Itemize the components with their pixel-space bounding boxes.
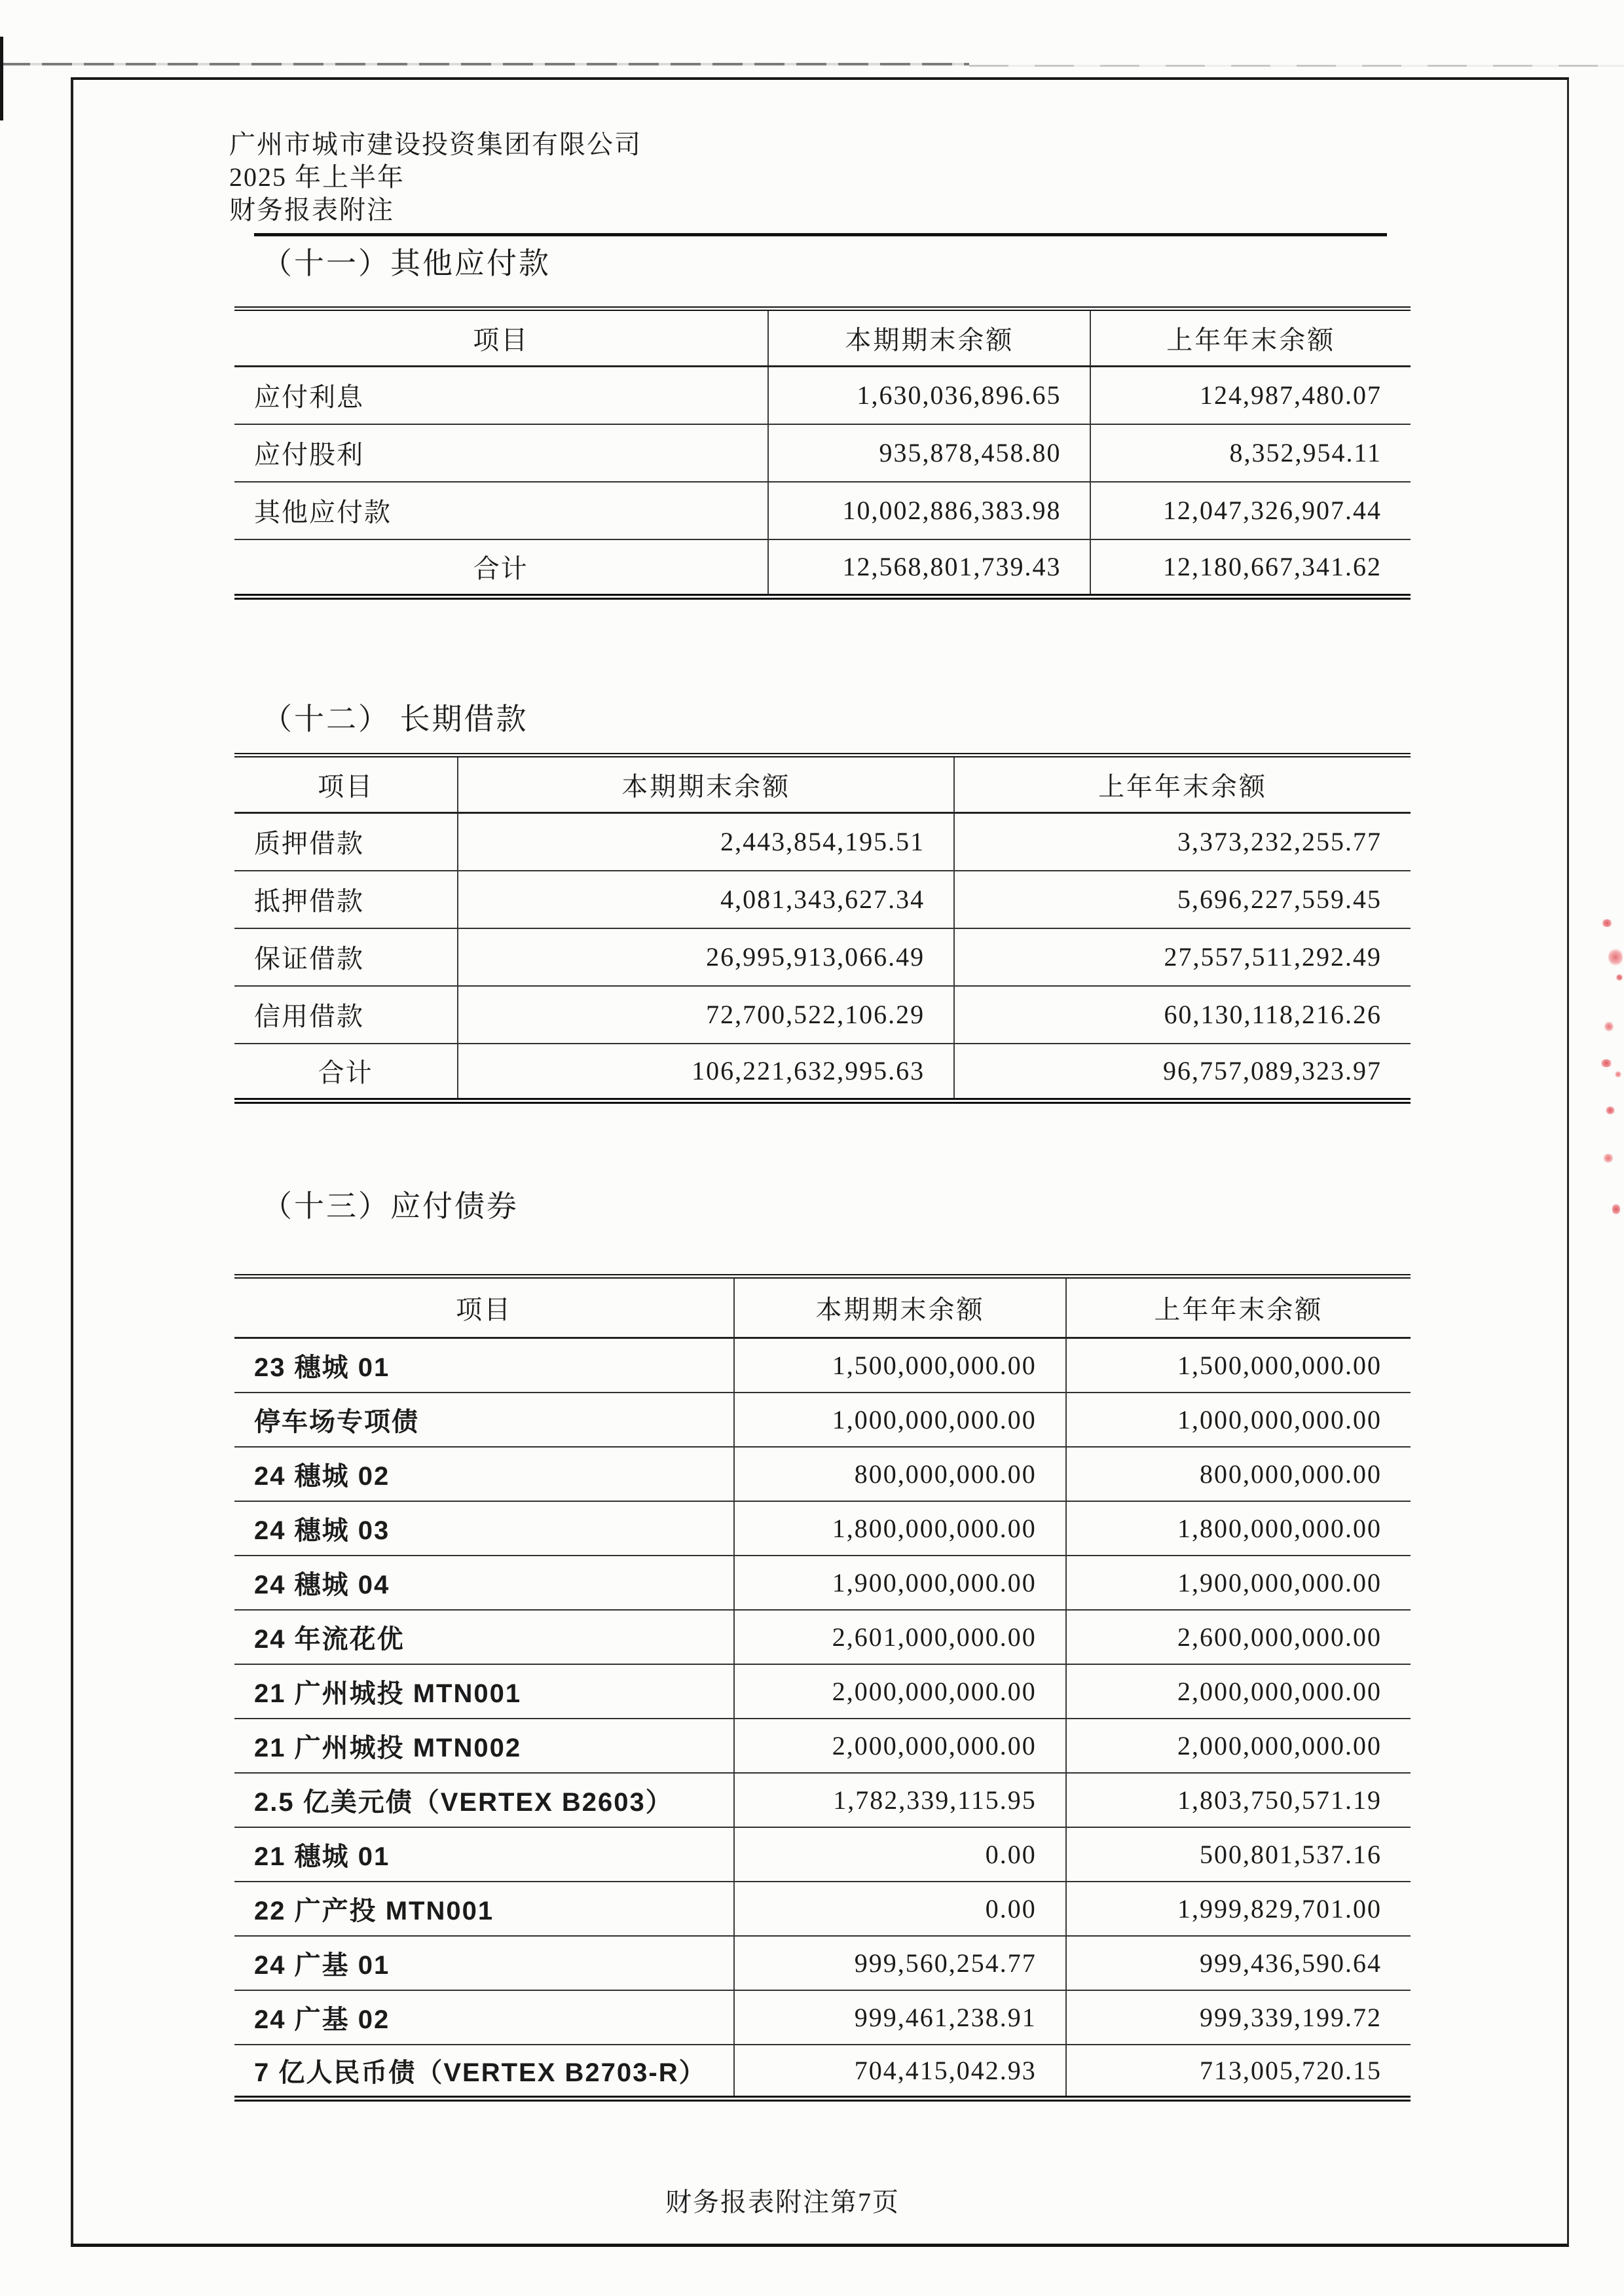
table-row xyxy=(234,1936,1411,1990)
column-header-item: 项目 xyxy=(234,756,458,813)
row-prior-value: 1,999,829,701.00 xyxy=(1066,1882,1411,1936)
section-title-other-payables: （十一）其他应付款 xyxy=(262,247,551,280)
column-header-prior-balance: 上年年末余额 xyxy=(1066,1277,1411,1338)
row-current-value: 1,500,000,000.00 xyxy=(734,1338,1065,1393)
column-header-prior-balance: 上年年末余额 xyxy=(954,756,1411,813)
table-row xyxy=(234,813,1411,871)
table-row xyxy=(234,1827,1411,1882)
row-label: 其他应付款 xyxy=(234,482,768,539)
header-divider xyxy=(254,233,1387,236)
row-prior-value: 2,000,000,000.00 xyxy=(1066,1664,1411,1719)
table-row xyxy=(234,1556,1411,1610)
table-header-row xyxy=(234,756,1411,813)
row-prior-value: 5,696,227,559.45 xyxy=(954,871,1411,928)
row-prior-value: 27,557,511,292.49 xyxy=(954,928,1411,986)
table-row xyxy=(234,1719,1411,1773)
row-prior-value: 2,600,000,000.00 xyxy=(1066,1610,1411,1664)
table-row xyxy=(234,424,1411,482)
row-label: 抵押借款 xyxy=(234,871,458,928)
row-label: 21 广州城投 MTN002 xyxy=(234,1719,734,1773)
row-label: 24 穗城 02 xyxy=(234,1447,734,1501)
row-prior-value: 713,005,720.15 xyxy=(1066,2045,1411,2099)
red-speck xyxy=(1606,1106,1615,1114)
row-label: 7 亿人民币债（VERTEX B2703-R） xyxy=(234,2045,734,2099)
red-speck xyxy=(1608,948,1623,966)
table-row xyxy=(234,928,1411,986)
row-label: 21 穗城 01 xyxy=(234,1827,734,1882)
table-row xyxy=(234,1393,1411,1447)
table-row xyxy=(234,367,1411,424)
row-current-value: 72,700,522,106.29 xyxy=(458,986,954,1044)
row-label: 21 广州城投 MTN001 xyxy=(234,1664,734,1719)
scan-artifact-top-line xyxy=(0,63,969,65)
row-prior-value: 1,803,750,571.19 xyxy=(1066,1773,1411,1827)
row-prior-value: 1,000,000,000.00 xyxy=(1066,1393,1411,1447)
row-current-value: 1,900,000,000.00 xyxy=(734,1556,1065,1610)
scan-artifact-left-mark xyxy=(0,37,3,120)
row-current-value: 1,630,036,896.65 xyxy=(768,367,1090,424)
row-current-value: 935,878,458.80 xyxy=(768,424,1090,482)
column-header-current-balance: 本期期末余额 xyxy=(734,1277,1065,1338)
row-label: 24 广基 01 xyxy=(234,1936,734,1990)
row-current-value: 1,782,339,115.95 xyxy=(734,1773,1065,1827)
red-speck xyxy=(1602,919,1612,927)
row-prior-value: 999,339,199.72 xyxy=(1066,1990,1411,2045)
bonds-payable-table xyxy=(234,1274,1411,2102)
row-label: 应付利息 xyxy=(234,367,768,424)
row-current-value: 999,560,254.77 xyxy=(734,1936,1065,1990)
row-label: 应付股利 xyxy=(234,424,768,482)
total-prior-value: 96,757,089,323.97 xyxy=(954,1044,1411,1101)
row-current-value: 2,601,000,000.00 xyxy=(734,1610,1065,1664)
total-row-label: 合计 xyxy=(234,539,768,597)
table-row xyxy=(234,871,1411,928)
table-row xyxy=(234,1501,1411,1556)
row-current-value: 1,800,000,000.00 xyxy=(734,1501,1065,1556)
total-prior-value: 12,180,667,341.62 xyxy=(1090,539,1411,597)
row-prior-value: 60,130,118,216.26 xyxy=(954,986,1411,1044)
red-speck xyxy=(1604,1021,1614,1032)
table-row xyxy=(234,986,1411,1044)
row-label: 保证借款 xyxy=(234,928,458,986)
red-speck xyxy=(1600,1059,1612,1067)
section-other-payables xyxy=(234,240,1411,600)
section-title-bonds-payable: （十三）应付债券 xyxy=(262,1190,519,1223)
section-title-long-term-loans: （十二） 长期借款 xyxy=(262,702,528,736)
report-period: 2025 年上半年 xyxy=(229,162,405,192)
table-row xyxy=(234,1990,1411,2045)
row-label: 24 穗城 04 xyxy=(234,1556,734,1610)
table-row xyxy=(234,1447,1411,1501)
other-payables-table xyxy=(234,306,1411,600)
row-prior-value: 1,500,000,000.00 xyxy=(1066,1338,1411,1393)
row-current-value: 704,415,042.93 xyxy=(734,2045,1065,2099)
row-prior-value: 3,373,232,255.77 xyxy=(954,813,1411,871)
row-prior-value: 124,987,480.07 xyxy=(1090,367,1411,424)
column-header-current-balance: 本期期末余额 xyxy=(768,309,1090,367)
row-label: 24 穗城 03 xyxy=(234,1501,734,1556)
row-prior-value: 999,436,590.64 xyxy=(1066,1936,1411,1990)
row-current-value: 0.00 xyxy=(734,1827,1065,1882)
row-current-value: 4,081,343,627.34 xyxy=(458,871,954,928)
document-header xyxy=(229,128,642,227)
section-long-term-loans xyxy=(234,695,1411,1104)
column-header-item: 项目 xyxy=(234,309,768,367)
row-current-value: 999,461,238.91 xyxy=(734,1990,1065,2045)
row-label: 停车场专项债 xyxy=(234,1393,734,1447)
red-speck xyxy=(1616,974,1623,981)
row-current-value: 1,000,000,000.00 xyxy=(734,1393,1065,1447)
row-prior-value: 8,352,954.11 xyxy=(1090,424,1411,482)
row-current-value: 0.00 xyxy=(734,1882,1065,1936)
table-row xyxy=(234,1610,1411,1664)
company-name: 广州市城市建设投资集团有限公司 xyxy=(229,130,642,159)
row-prior-value: 12,047,326,907.44 xyxy=(1090,482,1411,539)
row-label: 24 广基 02 xyxy=(234,1990,734,2045)
row-current-value: 26,995,913,066.49 xyxy=(458,928,954,986)
row-label: 信用借款 xyxy=(234,986,458,1044)
row-label: 2.5 亿美元债（VERTEX B2603） xyxy=(234,1773,734,1827)
row-prior-value: 1,800,000,000.00 xyxy=(1066,1501,1411,1556)
column-header-item: 项目 xyxy=(234,1277,734,1338)
row-prior-value: 1,900,000,000.00 xyxy=(1066,1556,1411,1610)
table-row xyxy=(234,2045,1411,2099)
row-prior-value: 800,000,000.00 xyxy=(1066,1447,1411,1501)
long-term-loans-table xyxy=(234,753,1411,1104)
table-total-row xyxy=(234,1044,1411,1101)
table-row xyxy=(234,1338,1411,1393)
column-header-current-balance: 本期期末余额 xyxy=(458,756,954,813)
table-header-row xyxy=(234,309,1411,367)
table-row xyxy=(234,1773,1411,1827)
red-speck xyxy=(1612,1203,1620,1215)
row-label: 24 年流花优 xyxy=(234,1610,734,1664)
row-current-value: 2,000,000,000.00 xyxy=(734,1664,1065,1719)
table-header-row xyxy=(234,1277,1411,1338)
row-label: 22 广产投 MTN001 xyxy=(234,1882,734,1936)
table-row xyxy=(234,1882,1411,1936)
section-bonds-payable xyxy=(234,1182,1411,2102)
column-header-prior-balance: 上年年末余额 xyxy=(1090,309,1411,367)
red-speck xyxy=(1603,1154,1614,1163)
page-footer: 财务报表附注第7页 xyxy=(665,2187,900,2217)
row-current-value: 10,002,886,383.98 xyxy=(768,482,1090,539)
total-current-value: 106,221,632,995.63 xyxy=(458,1044,954,1101)
total-current-value: 12,568,801,739.43 xyxy=(768,539,1090,597)
row-current-value: 2,000,000,000.00 xyxy=(734,1719,1065,1773)
document-type: 财务报表附注 xyxy=(229,195,394,225)
total-row-label: 合计 xyxy=(234,1044,458,1101)
scan-artifact-top-line-right xyxy=(969,65,1624,67)
row-label: 质押借款 xyxy=(234,813,458,871)
row-current-value: 2,443,854,195.51 xyxy=(458,813,954,871)
table-total-row xyxy=(234,539,1411,597)
row-prior-value: 500,801,537.16 xyxy=(1066,1827,1411,1882)
row-label: 23 穗城 01 xyxy=(234,1338,734,1393)
row-current-value: 800,000,000.00 xyxy=(734,1447,1065,1501)
table-row xyxy=(234,482,1411,539)
row-prior-value: 2,000,000,000.00 xyxy=(1066,1719,1411,1773)
table-row xyxy=(234,1664,1411,1719)
red-speck xyxy=(1615,1071,1621,1078)
